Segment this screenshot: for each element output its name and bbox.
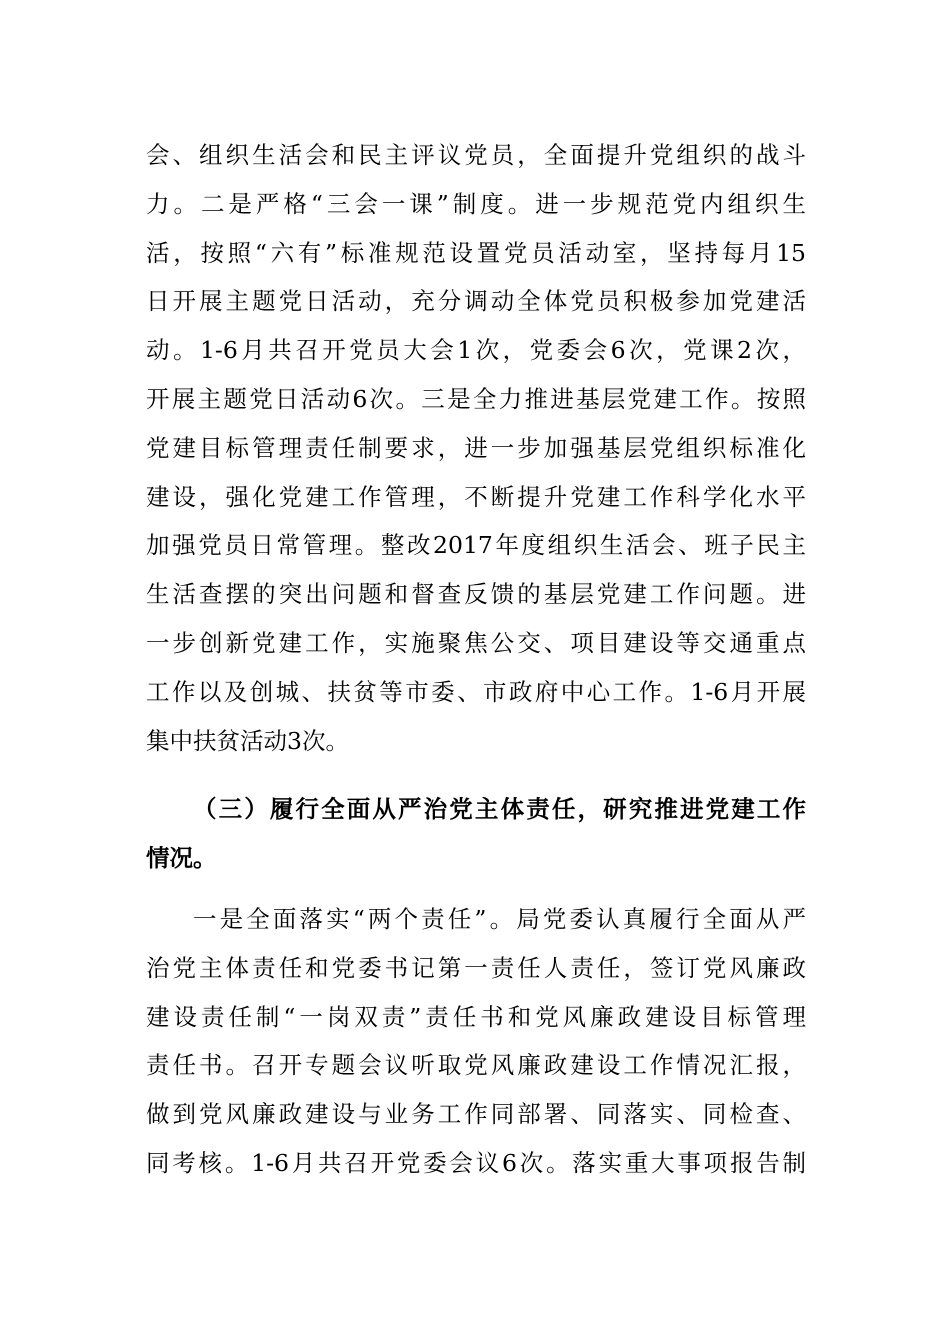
heading-line: （三）履行全面从严治党主体责任，研究推进党建工作 — [193, 795, 806, 823]
text-line: 动。1-6月共召开党员大会1次，党委会6次，党课2次， — [146, 336, 806, 365]
text-line: 集中扶贫活动3次。 — [146, 726, 349, 755]
text-line: 生活查摆的突出问题和督查反馈的基层党建工作问题。进 — [146, 580, 806, 609]
text-line: 责任书。召开专题会议听取党风廉政建设工作情况汇报， — [146, 1051, 806, 1080]
text-line: 治党主体责任和党委书记第一责任人责任，签订党风廉政 — [146, 953, 806, 982]
text-line: 建设，强化党建工作管理，不断提升党建工作科学化水平 — [146, 482, 806, 511]
text-line: 开展主题党日活动6次。三是全力推进基层党建工作。按照 — [146, 384, 806, 413]
body-paragraph-2 — [146, 895, 806, 1188]
text-line: 加强党员日常管理。整改2017年度组织生活会、班子民主 — [146, 531, 806, 560]
section-heading-3 — [146, 785, 806, 883]
heading-line: 情况。 — [146, 843, 217, 872]
text-line: 同考核。1-6月共召开党委会议6次。落实重大事项报告制 — [146, 1148, 806, 1177]
text-line: 一是全面落实“两个责任”。局党委认真履行全面从严 — [193, 905, 806, 933]
text-line: 力。二是严格“三会一课”制度。进一步规范党内组织生 — [146, 189, 806, 218]
text-line: 一步创新党建工作，实施聚焦公交、项目建设等交通重点 — [146, 628, 806, 657]
text-line: 党建目标管理责任制要求，进一步加强基层党组织标准化 — [146, 433, 806, 462]
text-line: 做到党风廉政建设与业务工作同部署、同落实、同检查、 — [146, 1100, 806, 1129]
text-line: 建设责任制“一岗双责”责任书和党风廉政建设目标管理 — [146, 1002, 806, 1031]
text-line: 日开展主题党日活动，充分调动全体党员积极参加党建活 — [146, 287, 806, 316]
text-line: 会、组织生活会和民主评议党员，全面提升党组织的战斗 — [146, 141, 806, 169]
text-line: 工作以及创城、扶贫等市委、市政府中心工作。1-6月开展 — [146, 677, 806, 706]
text-line: 活，按照“六有”标准规范设置党员活动室，坚持每月15 — [146, 238, 806, 267]
body-paragraph-1 — [146, 131, 806, 765]
